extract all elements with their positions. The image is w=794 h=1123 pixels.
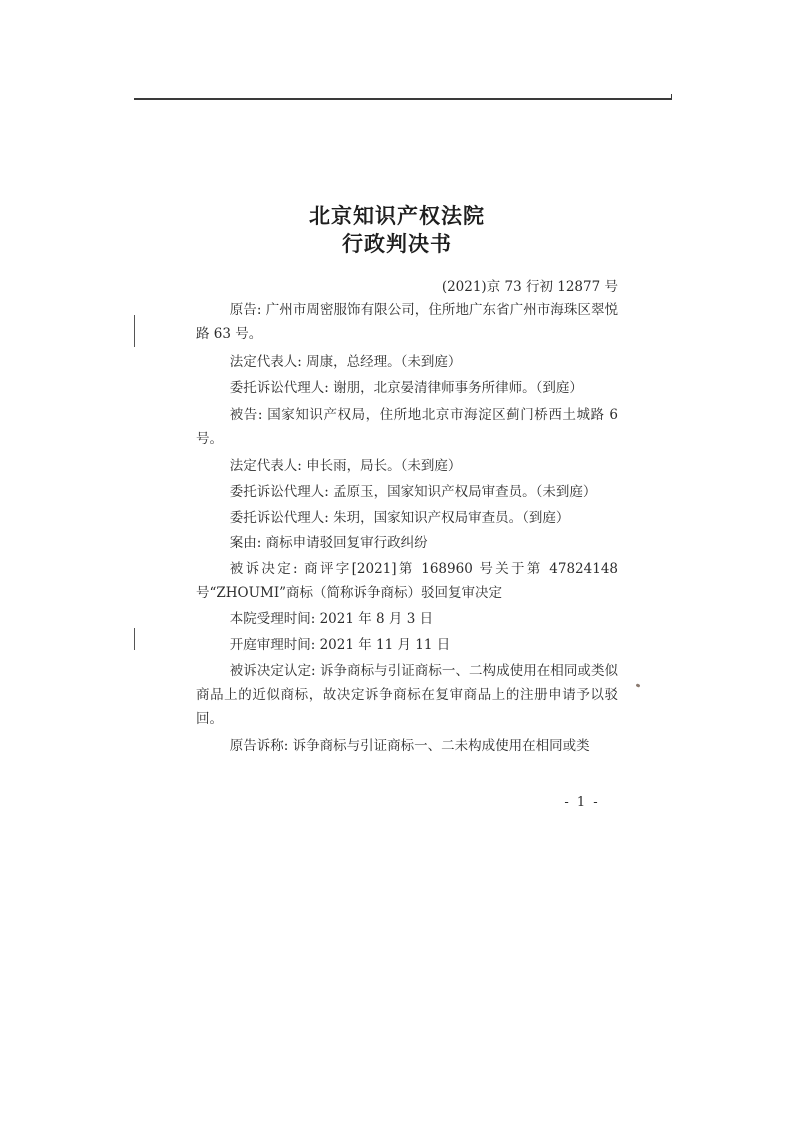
margin-mark xyxy=(134,315,135,347)
paragraph-plaintiff-rep: 法定代表人: 周康，总经理。（未到庭） xyxy=(229,354,462,370)
paragraph-defendant-agent-2: 委托诉讼代理人: 朱玥，国家知识产权局审查员。（到庭） xyxy=(229,510,570,526)
paragraph-defendant-agent-1: 委托诉讼代理人: 孟原玉，国家知识产权局审查员。（未到庭） xyxy=(229,484,597,500)
paragraph-accept-date: 本院受理时间: 2021 年 8 月 3 日 xyxy=(229,611,434,627)
paragraph-plaintiff-agent: 委托诉讼代理人: 谢朋，北京晏清律师事务所律师。（到庭） xyxy=(229,380,583,396)
page-number: - 1 - xyxy=(564,795,600,810)
top-rule-tick xyxy=(671,94,672,100)
paragraph-decision: 被诉决定: 商评字[2021]第 168960 号关于第 47824148 号“ZHOUMI”商标（简称诉争商标）驳回复审决定 xyxy=(196,561,618,601)
margin-mark xyxy=(134,628,135,650)
paragraph-cause: 案由: 商标申请驳回复审行政纠纷 xyxy=(229,535,428,551)
paragraph-defendant: 被告: 国家知识产权局，住所地北京市海淀区蓟门桥西土城路 6 号。 xyxy=(196,407,618,447)
paragraph-plaintiff: 原告: 广州市周密服饰有限公司，住所地广东省广州市海珠区翠悦路 63 号。 xyxy=(196,302,618,342)
court-name: 北京知识产权法院 xyxy=(309,203,485,228)
document-type: 行政判决书 xyxy=(342,231,452,256)
paragraph-hearing-date: 开庭审理时间: 2021 年 11 月 11 日 xyxy=(229,637,451,653)
paragraph-claim: 原告诉称: 诉争商标与引证商标一、二未构成使用在相同或类 xyxy=(229,738,590,754)
scan-speck xyxy=(636,683,641,687)
case-number: (2021)京 73 行初 12877 号 xyxy=(441,279,618,295)
top-rule xyxy=(134,98,672,100)
paragraph-defendant-rep: 法定代表人: 申长雨，局长。（未到庭） xyxy=(229,458,462,474)
paragraph-finding: 被诉决定认定: 诉争商标与引证商标一、二构成使用在相同或类似商品上的近似商标，故决定诉争商标在复审商品上的注册申请予以驳回。 xyxy=(196,663,618,727)
